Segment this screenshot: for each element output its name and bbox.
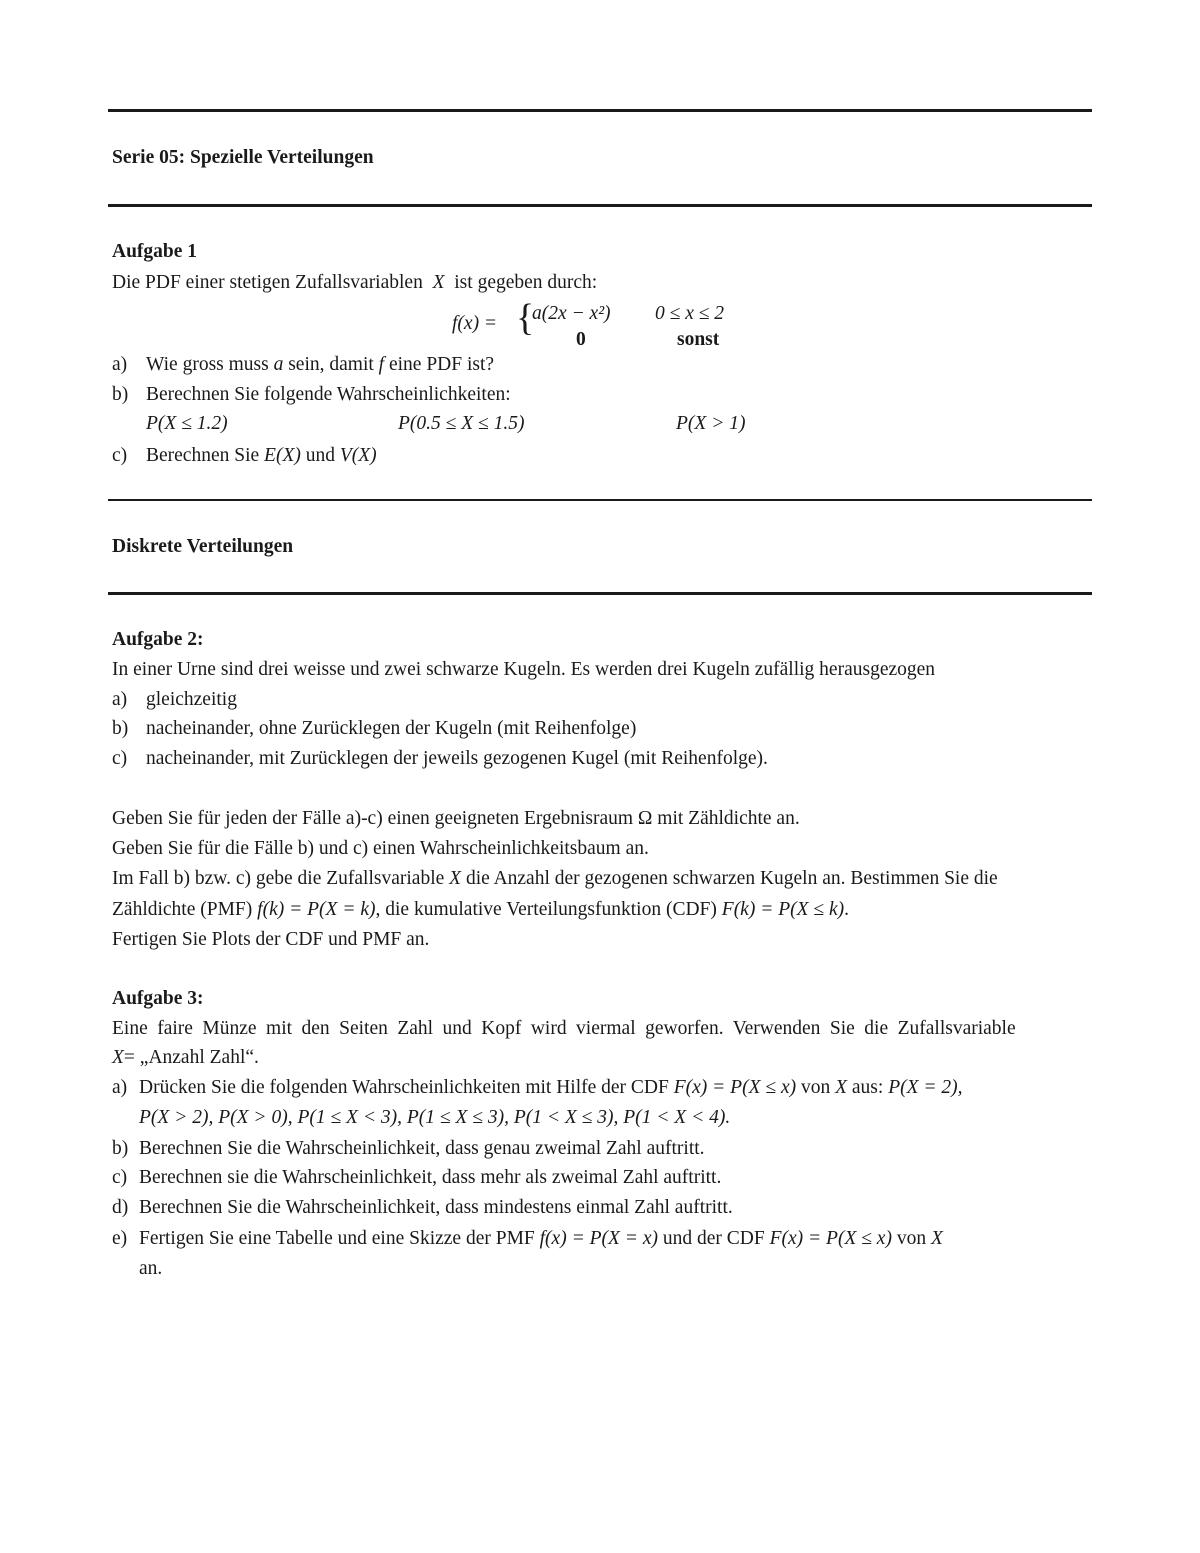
aufgabe3-a-line2: P(X > 2), P(X > 0), P(1 ≤ X < 3), P(1 ≤ X ≤ 3), P(1 < X ≤ 3), P(1 < X < 4). (139, 1107, 731, 1128)
aufgabe2-p4-pre: Zähldichte (PMF) (112, 899, 253, 920)
formula-brace: { (516, 297, 535, 339)
aufgabe2-p4-cdf: F(k) = P(X ≤ k) (721, 899, 845, 920)
aufgabe3-a-label: a) (112, 1077, 128, 1098)
aufgabe3-a-mid: von (800, 1077, 831, 1098)
aufgabe2-c-text: nacheinander, mit Zurücklegen der jeweils gezogenen Kugel (mit Reihenfolge). (146, 748, 768, 769)
aufgabe2-p4-pmf: f(k) = P(X = k) (257, 899, 376, 920)
aufgabe3-d-label: d) (112, 1197, 129, 1218)
aufgabe2-a-text: gleichzeitig (146, 689, 237, 710)
aufgabe3-e-cdf: F(x) = P(X ≤ x) (769, 1228, 892, 1249)
aufgabe2-p4-mid: , die kumulative Verteilungsfunktion (CDF) (375, 899, 717, 920)
formula-case2-cond: sonst (677, 329, 720, 350)
aufgabe1-b-p2: P(0.5 ≤ X ≤ 1.5) (398, 413, 525, 434)
aufgabe1-intro (112, 273, 597, 293)
aufgabe2-p2: Geben Sie für die Fälle b) und c) einen Wahrscheinlichkeitsbaum an. (112, 838, 649, 859)
aufgabe3-e-label: e) (112, 1228, 128, 1249)
aufgabe3-e-pre: Fertigen Sie eine Tabelle und eine Skizze der PMF (139, 1228, 535, 1249)
aufgabe2-b-text: nacheinander, ohne Zurücklegen der Kugeln (mit Reihenfolge) (146, 718, 637, 739)
aufgabe3-a-var: X (835, 1077, 848, 1098)
aufgabe1-a-var2: f (378, 354, 385, 375)
aufgabe2-a-label: a) (112, 689, 128, 710)
aufgabe3-a-line1 (139, 1078, 963, 1098)
aufgabe2-p3 (112, 869, 998, 889)
aufgabe2-c-label: c) (112, 748, 128, 769)
aufgabe3-e-mid: und der CDF (662, 1228, 765, 1249)
aufgabe1-a-label: a) (112, 354, 128, 375)
divider (108, 204, 1092, 207)
aufgabe2-intro: In einer Urne sind drei weisse und zwei schwarze Kugeln. Es werden drei Kugeln zufällig herausgezogen (112, 659, 936, 680)
divider (108, 592, 1092, 595)
aufgabe3-d-text: Berechnen Sie die Wahrscheinlichkeit, dass mindestens einmal Zahl auftritt. (139, 1197, 733, 1218)
aufgabe2-p4-end: . (844, 899, 850, 920)
formula-lhs: f(x) = (452, 313, 498, 334)
aufgabe1-b-p3: P(X > 1) (676, 413, 746, 434)
aufgabe1-a-text-2: sein, damit (288, 354, 374, 375)
aufgabe2-heading: Aufgabe 2: (112, 629, 204, 650)
formula-case1-cond: 0 ≤ x ≤ 2 (655, 303, 725, 324)
aufgabe1-c-text-2: und (305, 445, 335, 466)
aufgabe1-b-label: b) (112, 384, 129, 405)
aufgabe3-a-cdf: F(x) = P(X ≤ x) (673, 1077, 797, 1098)
aufgabe3-b-label: b) (112, 1138, 129, 1159)
aufgabe3-c-label: c) (112, 1167, 128, 1188)
aufgabe3-intro-line1: Eine faire Münze mit den Seiten Zahl und Kopf wird viermal geworfen. Verwenden Sie die Zufallsvariable (112, 1018, 1016, 1039)
aufgabe1-c-text-1: Berechnen Sie (146, 445, 260, 466)
aufgabe3-e-var: X (930, 1228, 943, 1249)
aufgabe2-p1: Geben Sie für jeden der Fälle a)-c) einen geeigneten Ergebnisraum Ω mit Zähldichte an. (112, 808, 800, 829)
section-title: Diskrete Verteilungen (112, 536, 294, 557)
aufgabe3-e-line1 (139, 1229, 943, 1249)
divider (108, 499, 1092, 501)
aufgabe1-a-text-1: Wie gross muss (146, 354, 269, 375)
aufgabe1-b-p1: P(X ≤ 1.2) (146, 413, 228, 434)
aufgabe3-intro-text: = „Anzahl Zahl“. (123, 1047, 259, 1068)
aufgabe2-p3-post: die Anzahl der gezogenen schwarzen Kugeln an. Bestimmen Sie die (465, 868, 998, 889)
aufgabe1-a-text (146, 355, 494, 375)
aufgabe3-intro-var: X (112, 1047, 124, 1068)
formula-case1-expr: a(2x − x²) (532, 303, 611, 324)
aufgabe1-intro-post: ist gegeben durch: (454, 272, 598, 293)
aufgabe3-c-text: Berechnen sie die Wahrscheinlichkeit, dass mehr als zweimal Zahl auftritt. (139, 1167, 722, 1188)
aufgabe3-a-p: P(X = 2), (888, 1077, 963, 1098)
aufgabe3-e-von: von (896, 1228, 927, 1249)
aufgabe1-c-ex: E(X) (264, 445, 301, 466)
aufgabe1-intro-pre: Die PDF einer stetigen Zufallsvariablen (112, 272, 423, 293)
aufgabe1-c-vx: V(X) (339, 445, 377, 466)
aufgabe3-a-aus: aus: (851, 1077, 884, 1098)
aufgabe2-p5: Fertigen Sie Plots der CDF und PMF an. (112, 929, 430, 950)
aufgabe1-intro-var: X (432, 272, 445, 293)
aufgabe3-heading: Aufgabe 3: (112, 988, 204, 1009)
aufgabe2-b-label: b) (112, 718, 129, 739)
aufgabe1-a-text-3: eine PDF ist? (388, 354, 495, 375)
aufgabe3-e-line2: an. (139, 1258, 163, 1279)
aufgabe1-b-text: Berechnen Sie folgende Wahrscheinlichkeiten: (146, 384, 511, 405)
aufgabe3-b-text: Berechnen Sie die Wahrscheinlichkeit, dass genau zweimal Zahl auftritt. (139, 1138, 705, 1159)
aufgabe2-p4 (112, 900, 849, 920)
aufgabe3-e-pmf: f(x) = P(X = x) (539, 1228, 658, 1249)
aufgabe2-p3-var: X (449, 868, 462, 889)
aufgabe1-c-label: c) (112, 445, 128, 466)
aufgabe1-heading: Aufgabe 1 (112, 241, 198, 262)
page-title: Serie 05: Spezielle Verteilungen (112, 147, 374, 168)
aufgabe3-intro-line2 (112, 1048, 259, 1068)
aufgabe1-a-var: a (273, 354, 284, 375)
formula-case2-expr: 0 (576, 329, 586, 350)
divider (108, 109, 1092, 112)
aufgabe1-c-text (146, 446, 377, 466)
aufgabe2-p3-pre: Im Fall b) bzw. c) gebe die Zufallsvariable (112, 868, 445, 889)
aufgabe3-a-pre: Drücken Sie die folgenden Wahrscheinlichkeiten mit Hilfe der CDF (139, 1077, 669, 1098)
